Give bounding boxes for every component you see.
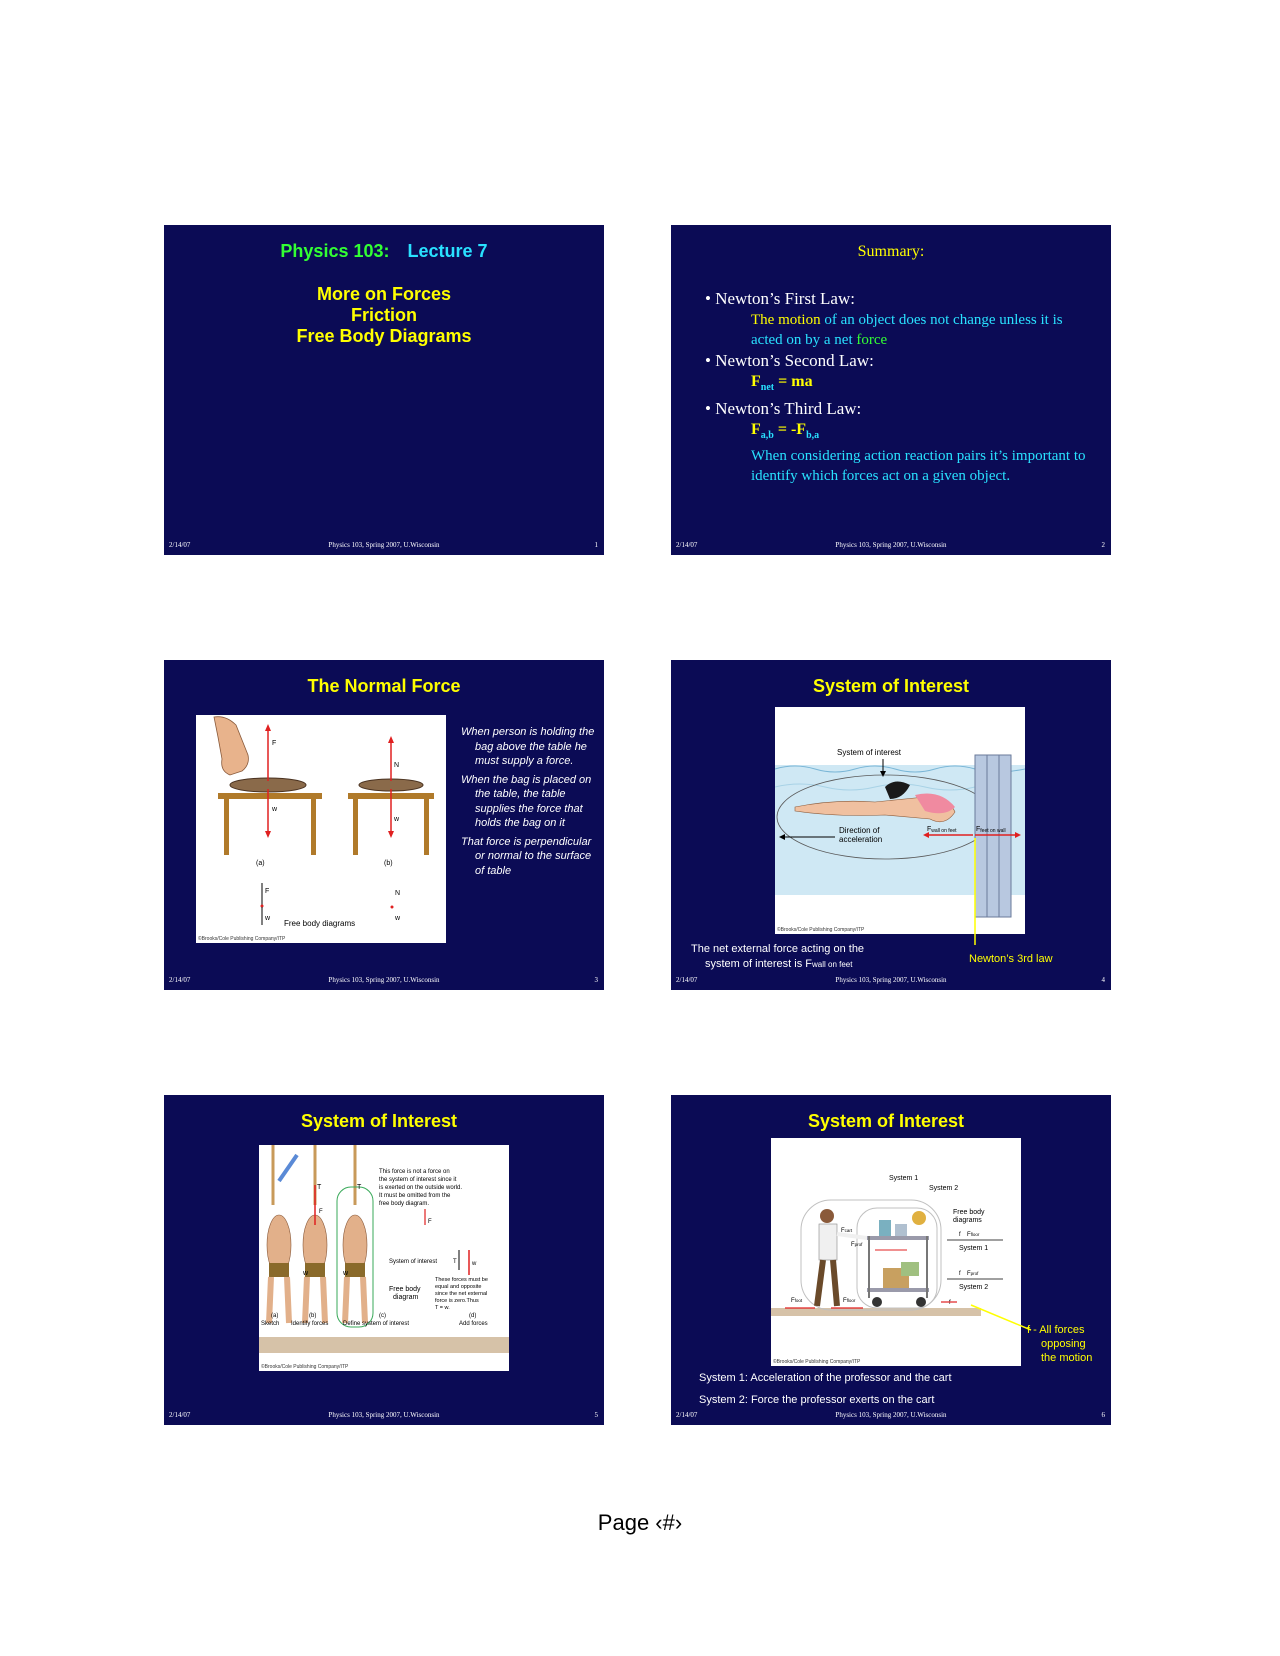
note-3: That force is perpendicular or normal to the surface of table [461,835,592,877]
caption-system-1: System 1: Acceleration of the professor and the cart [699,1372,952,1384]
image-credit: ©Brooks/Cole Publishing Company/ITP [261,1364,349,1370]
slide-date: 2/14/07 [169,976,191,984]
table-a-leg [311,799,316,855]
label-w: w [303,1270,309,1277]
slide-date: 2/14/07 [169,1411,191,1419]
floor [259,1337,509,1353]
step-caption: Add forces [459,1321,488,1327]
label-w: w [272,806,278,813]
friction-label: f [949,1300,951,1306]
law-2: • Newton’s Second Law: [705,351,874,370]
note-line: This force is not a force on [379,1169,450,1175]
topic-item: More on Forces [316,284,452,304]
slide-title: Summary: [857,243,925,260]
slide-6 [671,1095,1111,1425]
system-1-label: System 1 [889,1175,919,1182]
lecture-number: Lecture 7 [407,241,488,261]
f-floor-label: Ffloor [843,1298,856,1304]
rope-tool [279,1155,297,1181]
law-3: • Newton’s Third Law: [705,399,862,418]
fbd-label-w: w [265,915,271,922]
law-1: • Newton’s First Law: [705,289,855,308]
fbd-prof-label: Fprof [967,1271,979,1277]
eq-note: since the net external [435,1291,488,1297]
slide-date: 2/14/07 [169,541,191,549]
slide-number: 6 [1101,1411,1105,1419]
slide-2 [671,225,1111,555]
slide-4 [671,660,1111,990]
slide-number: 5 [594,1411,598,1419]
label-f: F [272,740,277,747]
step-label: (c) [379,1313,386,1319]
law-2-formula: $F_{net}$ = ma [751,373,813,393]
law-3-formula: $F_{a,b} = -F_{b,a}$ [751,421,820,441]
note-line: is exerted on the outside world. [379,1185,463,1191]
fbd-label: Free body [389,1286,421,1293]
system-1-label: System 1 [959,1245,989,1252]
slide-course-footer: Physics 103, Spring 2007, U.Wisconsin [328,541,440,549]
eq-note: force is zero.Thus [435,1298,479,1304]
callout-lines [671,660,1111,990]
hand-shape [214,717,248,775]
slide-title: System of Interest [300,1111,458,1131]
f-wall-label: Fwall on feet [927,826,957,834]
step-caption: Identify forces [291,1321,329,1327]
direction-label: Direction of [839,826,880,835]
slide-title: System of Interest [807,1111,965,1131]
note-line: free body diagram. [379,1201,430,1207]
slide-date: 2/14/07 [676,541,698,549]
label-w: w [394,816,400,823]
label-w: w [343,1270,349,1277]
f-prof-label: Fprof [851,1242,863,1248]
slide-number: 2 [1101,541,1105,549]
slide-date: 2/14/07 [676,1411,698,1419]
shorts-a [269,1263,289,1277]
slide-course-footer: Physics 103, Spring 2007, U.Wisconsin [835,1411,947,1419]
image-credit: ©Brooks/Cole Publishing Company/ITP [198,936,286,942]
fbd-floor-label: Ffloor [967,1232,980,1238]
step-label: (b) [309,1313,317,1319]
image-credit: ©Brooks/Cole Publishing Company/ITP [777,927,865,933]
table-a-top [218,793,322,799]
step-caption: Define system of interest [343,1321,410,1327]
slide-5 [164,1095,604,1425]
fbd-caption: Free body diagrams [284,919,356,928]
step-caption: Sketch [261,1321,280,1327]
system-label: System of interest [389,1259,438,1265]
fbd-label: diagram [393,1294,419,1301]
eq-note: These forces must be [435,1277,488,1283]
label-w: w [472,1261,477,1267]
topic-list [164,284,604,347]
law-1-desc: The motion of an object does not change unless it is acted on by a net force [751,312,1063,348]
slide-footer [671,1407,1111,1419]
fbd-dot [391,906,394,909]
fbd-label: diagrams [953,1217,982,1224]
f-cart-label: Fcart [841,1228,853,1234]
net-force-caption: The net external force acting on the system of interest is Fwall on feet [691,943,865,970]
table-a-leg [224,799,229,855]
slide-course-footer: Physics 103, Spring 2007, U.Wisconsin [835,541,947,549]
fbd-label: Free body [953,1209,985,1216]
arrowhead [265,831,271,838]
note-2: When the bag is placed on the table, the table supplies the force that holds the bag on it [461,773,592,829]
slide-date: 2/14/07 [676,976,698,984]
caption-system-2: System 2: Force the professor exerts on the cart [699,1394,935,1406]
rope-climber-diagram [259,1145,509,1371]
table-b-leg [424,799,429,855]
rope-climber-figure [259,1145,509,1371]
arrowhead [388,831,394,838]
f-foot-label: Ffoot [791,1298,803,1304]
fbd-label-w: w [395,915,401,922]
fbd-f-label: f [959,1271,961,1277]
friction-pointer [971,1305,1031,1330]
system-2-label: System 2 [929,1185,959,1192]
fbd-label-f: F [265,888,270,895]
label-t: T [357,1184,362,1191]
table-b-leg [353,799,358,855]
slide-number: 4 [1101,976,1105,984]
normal-force-notes [461,725,596,882]
fbd-label-n: N [395,890,401,897]
f-feet-label: Ffeet on wall [976,826,1006,834]
slide-footer [671,537,1111,549]
course-name: Physics 103: [280,241,390,261]
slide-title: System of Interest [812,676,970,696]
fbd-f-label: f [959,1232,961,1238]
normal-force-figure [196,715,446,943]
step-label: (a) [271,1313,279,1319]
arrowhead [388,736,394,743]
slide-3 [164,660,604,990]
topic-item: Friction [351,305,417,325]
note-line: It must be omitted from the [379,1193,451,1199]
label-fr: F [428,1219,432,1225]
slide-footer [164,972,604,984]
note-1: When person is holding the bag above the table he must supply a force. [461,726,595,767]
slide-footer [671,972,1111,984]
slide-number: 3 [594,976,598,984]
eq-note: equal and opposite [435,1284,482,1290]
third-law-label: Newton’s 3rd law [969,953,1053,965]
slide-course-footer: Physics 103, Spring 2007, U.Wisconsin [328,976,440,984]
system-2-label: System 2 [959,1284,989,1291]
step-label: (d) [469,1313,477,1319]
label-n: N [394,762,400,769]
slide-title: The Normal Force [307,676,461,696]
normal-force-diagram [196,715,446,943]
label-fr: F [319,1209,323,1215]
page-label: Page ‹#› [597,1510,683,1535]
slide-footer [164,1407,604,1419]
system-label: System of interest [837,748,902,757]
slide-footer [164,537,604,549]
label-t: T [453,1259,457,1265]
slide-course-footer: Physics 103, Spring 2007, U.Wisconsin [328,1411,440,1419]
eq-note: T = w. [435,1305,450,1311]
topic-item: Free Body Diagrams [296,326,472,346]
slide-1-heading [164,241,604,262]
label-b: (b) [384,860,393,867]
image-credit: ©Brooks/Cole Publishing Company/ITP [773,1359,861,1365]
slide-1 [164,225,604,555]
slide-number: 1 [594,541,598,549]
legs-c [345,1277,365,1323]
label-t: T [317,1184,322,1191]
arrowhead [265,724,271,731]
note-line: the system of interest since it [379,1177,457,1183]
law-3-desc: When considering action reaction pairs it’s important to identify which forces act on a given object. [751,448,1086,484]
slide-course-footer: Physics 103, Spring 2007, U.Wisconsin [835,976,947,984]
summary-list [705,288,1095,486]
acceleration-label: acceleration [839,835,883,844]
label-a: (a) [256,860,265,867]
friction-note: f - All forces opposing the motion [1027,1324,1093,1364]
